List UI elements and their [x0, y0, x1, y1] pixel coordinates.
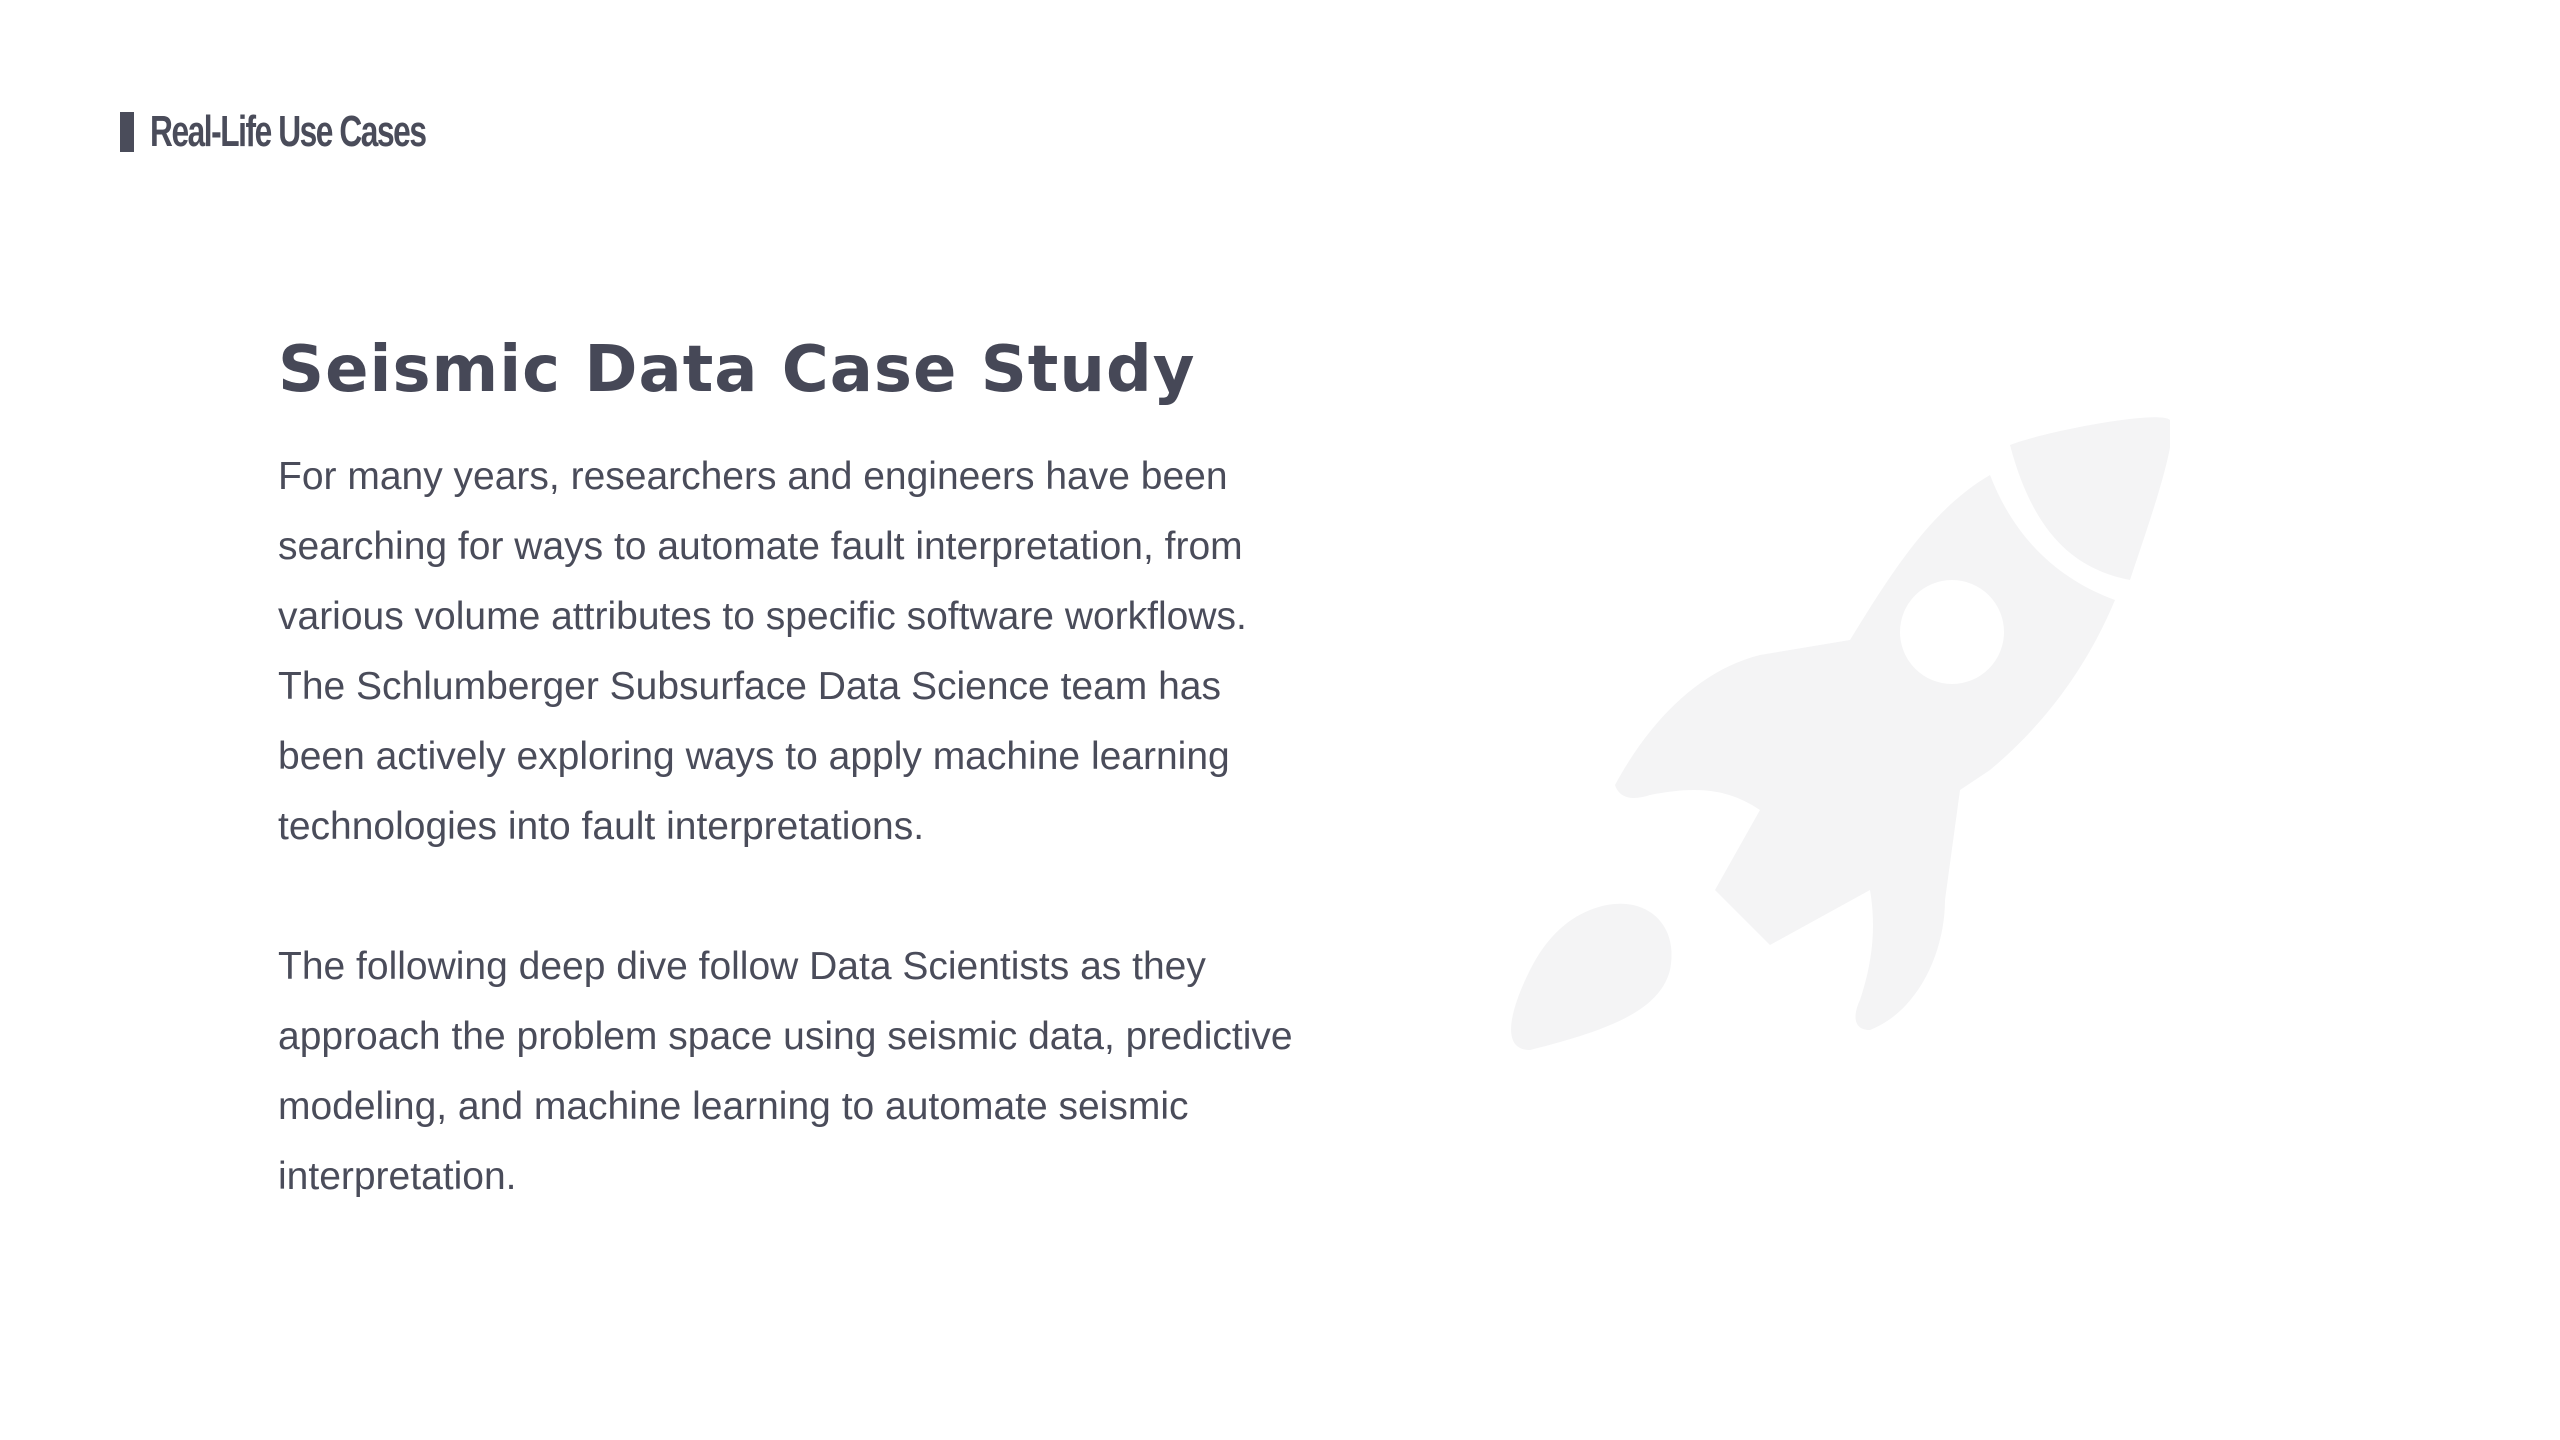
section-header — [120, 108, 533, 156]
section-marker-bar — [120, 112, 134, 152]
body-paragraph-1: For many years, researchers and engineers have been searching for ways to automate fault interpretation, from various volume attributes to specific software workflows. The Schlumberger Subsurface Data Science team has been actively exploring ways to apply machine learning technologies into fault interpretations. — [278, 455, 1247, 848]
rocket-icon — [1490, 410, 2170, 1090]
rocket-shape — [1511, 417, 2170, 1050]
page-title: Seismic Data Case Study — [278, 333, 1196, 407]
section-label: Real-Life Use Cases — [150, 107, 426, 156]
case-study-content — [278, 330, 1318, 1212]
body-paragraph-2: The following deep dive follow Data Scientists as they approach the problem space using seismic data, predictive modeling, and machine learning to automate seismic interpretation. — [278, 945, 1293, 1198]
rocket-window — [1900, 580, 2004, 684]
